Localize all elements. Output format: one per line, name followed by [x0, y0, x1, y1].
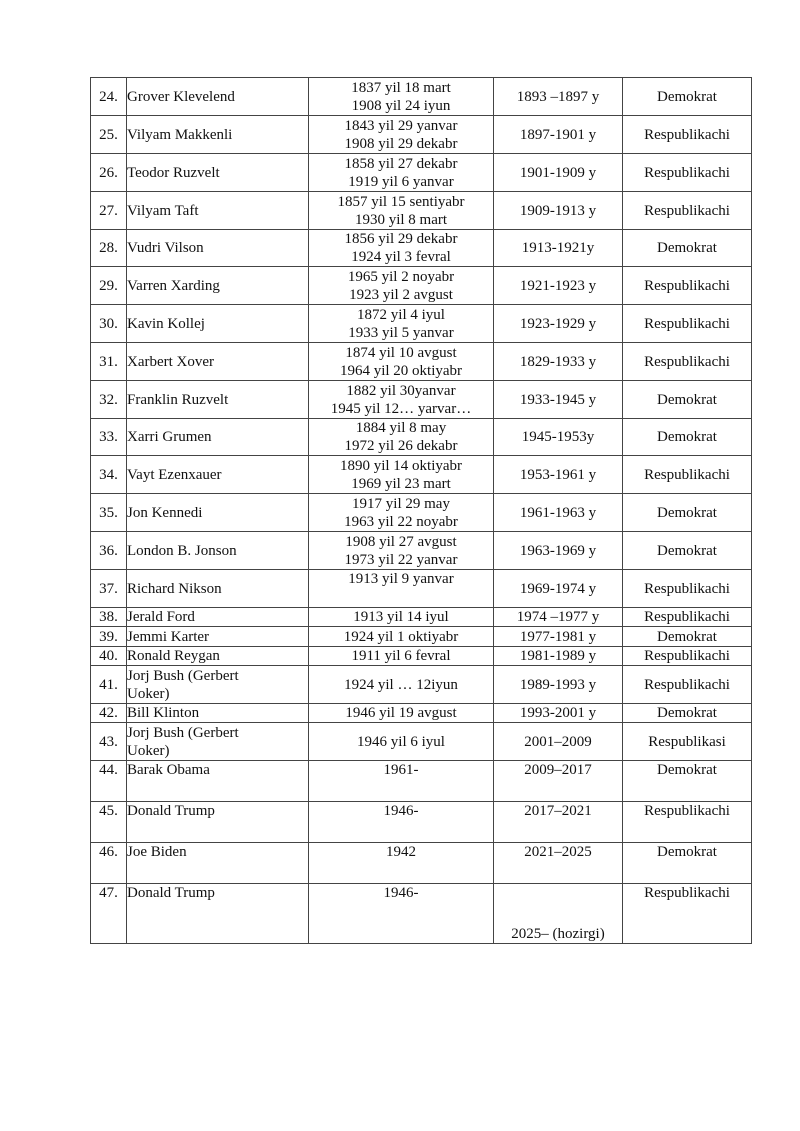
party-cell-text: Respublikachi — [644, 353, 730, 370]
president-name-cell — [127, 456, 309, 494]
party-cell — [623, 627, 752, 647]
life-dates-cell — [309, 381, 494, 419]
life-dates-cell-line: 1884 yil 8 may — [355, 420, 447, 436]
row-number-cell-text: 41. — [99, 676, 118, 693]
term-years-cell — [494, 267, 623, 305]
life-dates-cell-line: 1924 yil … 12iyun — [344, 676, 458, 693]
term-years-cell-text: 1945-1953y — [521, 429, 595, 445]
row-number-cell — [91, 570, 127, 608]
president-name-cell-text: Bill Klinton — [127, 705, 200, 721]
life-dates-cell — [309, 494, 494, 532]
party-cell — [623, 884, 752, 944]
president-name-cell-text: Vudri Vilson — [127, 240, 204, 256]
president-name-cell-line: Jorj Bush (Gerbert — [127, 667, 239, 684]
term-years-cell — [494, 627, 623, 647]
term-years-cell-text: 2001–2009 — [524, 733, 592, 750]
row-number-cell — [91, 704, 127, 723]
life-dates-cell-line: 1872 yil 4 iyul — [357, 306, 445, 323]
row-number-cell-text: 32. — [99, 391, 118, 408]
party-cell — [623, 647, 752, 666]
term-years-cell — [494, 116, 623, 154]
party-cell-text: Demokrat — [657, 504, 717, 521]
party-cell — [623, 761, 752, 802]
term-years-cell — [494, 230, 623, 267]
party-cell-text: Respublikachi — [644, 277, 730, 294]
row-number-cell-text: 46. — [99, 844, 118, 860]
party-cell-text: Demokrat — [657, 88, 717, 105]
row-number-cell-text: 42. — [99, 705, 118, 721]
president-name-cell — [127, 884, 309, 944]
life-dates-cell — [309, 843, 494, 884]
row-number-cell — [91, 494, 127, 532]
life-dates-cell-line: 1908 yil 27 avgust — [345, 533, 457, 550]
table-row — [91, 608, 752, 627]
party-cell-text: Demokrat — [657, 844, 717, 860]
term-years-cell — [494, 305, 623, 343]
term-years-cell-text: 1977-1981 y — [519, 628, 597, 645]
party-cell — [623, 456, 752, 494]
row-number-cell — [91, 305, 127, 343]
life-dates-cell — [309, 116, 494, 154]
party-cell — [623, 419, 752, 456]
president-name-cell-text: Jon Kennedi — [127, 504, 203, 521]
party-cell-text: Respublikachi — [644, 676, 730, 693]
row-number-cell — [91, 608, 127, 627]
life-dates-cell-line: 1913 yil 14 iyul — [353, 609, 449, 625]
term-years-cell-text: 1953-1961 y — [519, 466, 597, 483]
term-years-cell-text: 1893 –1897 y — [516, 88, 600, 105]
president-name-cell — [127, 802, 309, 843]
life-dates-cell — [309, 666, 494, 704]
president-name-cell — [127, 116, 309, 154]
party-cell-text: Respublikachi — [644, 202, 730, 219]
party-cell-text: Respublikachi — [644, 466, 730, 483]
row-number-cell-text: 40. — [99, 648, 118, 664]
party-cell-text: Demokrat — [657, 240, 717, 256]
term-years-cell-text: 1933-1945 y — [519, 391, 597, 408]
life-dates-cell-line: 1924 yil 3 fevral — [351, 249, 451, 265]
row-number-cell-text: 26. — [99, 164, 118, 181]
life-dates-cell-line: 1924 yil 1 oktiyabr — [343, 628, 459, 645]
president-name-cell-text: Xarbert Xover — [127, 353, 215, 370]
party-cell-text: Respublikachi — [644, 885, 730, 901]
table-row — [91, 723, 752, 761]
president-name-cell-text: London B. Jonson — [127, 542, 237, 559]
table-row — [91, 884, 752, 944]
row-number-cell — [91, 381, 127, 419]
row-number-cell-text: 44. — [99, 762, 118, 778]
term-years-cell-text: 1961-1963 y — [519, 504, 597, 521]
president-name-cell-text: Vilyam Taft — [127, 202, 199, 219]
party-cell — [623, 78, 752, 116]
table-row — [91, 381, 752, 419]
president-name-cell-text: Donald Trump — [127, 803, 215, 819]
life-dates-cell-line: 1911 yil 6 fevral — [351, 648, 451, 664]
term-years-cell — [494, 419, 623, 456]
party-cell-text: Respublikachi — [644, 609, 730, 625]
row-number-cell-text: 45. — [99, 803, 118, 819]
president-name-cell — [127, 419, 309, 456]
party-cell — [623, 343, 752, 381]
life-dates-cell — [309, 230, 494, 267]
life-dates-cell — [309, 154, 494, 192]
table-row — [91, 761, 752, 802]
president-name-cell — [127, 723, 309, 761]
term-years-cell-text: 1923-1929 y — [519, 315, 597, 332]
row-number-cell-text: 29. — [99, 277, 118, 294]
row-number-cell — [91, 116, 127, 154]
president-name-cell — [127, 192, 309, 230]
table-row — [91, 116, 752, 154]
term-years-cell — [494, 647, 623, 666]
party-cell — [623, 723, 752, 761]
president-name-cell-text: Richard Nikson — [127, 580, 222, 597]
table-body — [91, 78, 752, 944]
life-dates-cell-line: 1969 yil 23 mart — [351, 475, 451, 492]
term-years-cell — [494, 843, 623, 884]
party-cell — [623, 230, 752, 267]
row-number-cell — [91, 666, 127, 704]
row-number-cell-text: 24. — [99, 88, 118, 105]
life-dates-cell-line: 1946- — [383, 885, 419, 901]
row-number-cell — [91, 267, 127, 305]
term-years-cell-text: 1981-1989 y — [519, 648, 597, 664]
table-row — [91, 666, 752, 704]
table-row — [91, 230, 752, 267]
president-name-cell-text: Vayt Ezenxauer — [127, 466, 222, 483]
term-years-cell — [494, 532, 623, 570]
table-row — [91, 570, 752, 608]
term-years-cell — [494, 343, 623, 381]
row-number-cell — [91, 456, 127, 494]
life-dates-cell — [309, 761, 494, 802]
president-name-cell-text: Donald Trump — [127, 885, 215, 901]
party-cell — [623, 305, 752, 343]
life-dates-cell — [309, 456, 494, 494]
life-dates-cell-line: 1908 yil 29 dekabr — [344, 135, 458, 152]
row-number-cell — [91, 723, 127, 761]
row-number-cell-text: 27. — [99, 202, 118, 219]
table-row — [91, 494, 752, 532]
term-years-cell — [494, 884, 623, 944]
life-dates-cell-line: 1963 yil 22 noyabr — [344, 513, 458, 530]
president-name-cell-text: Kavin Kollej — [127, 315, 205, 332]
party-cell — [623, 666, 752, 704]
party-cell — [623, 608, 752, 627]
term-years-cell — [494, 78, 623, 116]
row-number-cell-text: 43. — [99, 733, 118, 750]
life-dates-cell-line: 1933 yil 5 yanvar — [348, 324, 454, 341]
term-years-cell-text: 1993-2001 y — [519, 705, 597, 721]
life-dates-cell-line: 1930 yil 8 mart — [354, 211, 448, 228]
life-dates-cell-line: 1946 yil 6 iyul — [357, 733, 445, 750]
party-cell-text: Demokrat — [657, 705, 717, 721]
row-number-cell-text: 38. — [99, 609, 118, 625]
life-dates-cell — [309, 78, 494, 116]
president-name-cell-line: Jorj Bush (Gerbert — [127, 724, 239, 741]
life-dates-cell-line: 1923 yil 2 avgust — [349, 286, 453, 303]
row-number-cell — [91, 192, 127, 230]
president-name-cell-text: Barak Obama — [127, 762, 210, 778]
term-years-cell — [494, 723, 623, 761]
term-years-cell-text: 1963-1969 y — [519, 542, 597, 559]
life-dates-cell — [309, 627, 494, 647]
party-cell — [623, 116, 752, 154]
row-number-cell-text: 28. — [99, 240, 118, 256]
president-name-cell-text: Franklin Ruzvelt — [127, 391, 229, 408]
term-years-cell — [494, 666, 623, 704]
party-cell — [623, 570, 752, 608]
president-name-cell-text: Jerald Ford — [127, 609, 195, 625]
table-row — [91, 704, 752, 723]
row-number-cell — [91, 802, 127, 843]
president-name-cell-text: Jemmi Karter — [127, 628, 210, 645]
president-name-cell-text: Teodor Ruzvelt — [127, 164, 220, 181]
life-dates-cell — [309, 608, 494, 627]
life-dates-cell-line: 1882 yil 30yanvar — [346, 382, 456, 399]
life-dates-cell-line: 1946- — [383, 803, 419, 819]
row-number-cell — [91, 419, 127, 456]
life-dates-cell-line: 1856 yil 29 dekabr — [344, 231, 458, 247]
term-years-cell-text: 2009–2017 — [524, 762, 592, 778]
president-name-cell-line: Uoker) — [127, 742, 170, 759]
president-name-cell — [127, 608, 309, 627]
table-row — [91, 192, 752, 230]
row-number-cell-text: 47. — [99, 885, 118, 901]
row-number-cell-text: 30. — [99, 315, 118, 332]
president-name-cell-text: Joe Biden — [127, 844, 187, 860]
table-row — [91, 802, 752, 843]
life-dates-cell-line: 1908 yil 24 iyun — [351, 97, 451, 114]
president-name-cell — [127, 343, 309, 381]
party-cell — [623, 704, 752, 723]
term-years-cell — [494, 802, 623, 843]
row-number-cell — [91, 647, 127, 666]
president-name-cell — [127, 154, 309, 192]
row-number-cell-text: 33. — [99, 429, 118, 445]
life-dates-cell — [309, 704, 494, 723]
president-name-cell-text: Varren Xarding — [127, 277, 220, 294]
term-years-cell — [494, 154, 623, 192]
row-number-cell-text: 34. — [99, 466, 118, 483]
term-years-cell — [494, 456, 623, 494]
term-years-cell-text: 2025– (hozirgi) — [511, 926, 605, 942]
table-row — [91, 532, 752, 570]
life-dates-cell-line: 1961- — [383, 762, 419, 778]
life-dates-cell — [309, 647, 494, 666]
life-dates-cell — [309, 305, 494, 343]
party-cell — [623, 532, 752, 570]
table-row — [91, 78, 752, 116]
president-name-cell — [127, 381, 309, 419]
party-cell-text: Respublikachi — [644, 315, 730, 332]
row-number-cell-text: 35. — [99, 504, 118, 521]
row-number-cell-text: 25. — [99, 126, 118, 143]
president-name-cell — [127, 704, 309, 723]
term-years-cell-text: 1921-1923 y — [519, 277, 597, 294]
party-cell-text: Respublikachi — [644, 648, 730, 664]
life-dates-cell — [309, 884, 494, 944]
term-years-cell-text: 1901-1909 y — [519, 164, 597, 181]
president-name-cell-text: Xarri Grumen — [127, 429, 212, 445]
row-number-cell — [91, 154, 127, 192]
term-years-cell-text: 2021–2025 — [524, 844, 592, 860]
life-dates-cell-line: 1919 yil 6 yanvar — [348, 173, 454, 190]
life-dates-cell-line: 1858 yil 27 dekabr — [344, 155, 458, 172]
row-number-cell — [91, 884, 127, 944]
life-dates-cell-line: 1913 yil 9 yanvar — [348, 571, 454, 587]
term-years-cell-text: 1989-1993 y — [519, 676, 597, 693]
president-name-cell — [127, 532, 309, 570]
row-number-cell — [91, 78, 127, 116]
life-dates-cell-line: 1942 — [386, 844, 416, 860]
president-name-cell — [127, 627, 309, 647]
row-number-cell — [91, 761, 127, 802]
life-dates-cell — [309, 192, 494, 230]
term-years-cell-text: 1829-1933 y — [519, 353, 597, 370]
table-row — [91, 419, 752, 456]
life-dates-cell-line: 1874 yil 10 avgust — [345, 344, 457, 361]
president-name-cell — [127, 570, 309, 608]
table-row — [91, 267, 752, 305]
party-cell-text: Demokrat — [657, 542, 717, 559]
term-years-cell-text: 1909-1913 y — [519, 202, 597, 219]
president-name-cell-text: Ronald Reygan — [127, 648, 220, 664]
president-name-cell — [127, 305, 309, 343]
table-row — [91, 343, 752, 381]
president-name-cell-text: Grover Klevelend — [127, 88, 235, 105]
presidents-table — [90, 77, 752, 944]
life-dates-cell-line: 1837 yil 18 mart — [351, 79, 451, 96]
term-years-cell — [494, 494, 623, 532]
life-dates-cell — [309, 532, 494, 570]
party-cell — [623, 154, 752, 192]
row-number-cell — [91, 343, 127, 381]
president-name-cell-text: Vilyam Makkenli — [127, 126, 233, 143]
party-cell-text: Demokrat — [657, 628, 717, 645]
row-number-cell — [91, 532, 127, 570]
life-dates-cell — [309, 267, 494, 305]
life-dates-cell-line: 1843 yil 29 yanvar — [344, 117, 458, 134]
party-cell-text: Demokrat — [657, 762, 717, 778]
party-cell — [623, 381, 752, 419]
life-dates-cell — [309, 570, 494, 608]
row-number-cell-text: 36. — [99, 542, 118, 559]
table-row — [91, 305, 752, 343]
party-cell-text: Respublikachi — [644, 580, 730, 597]
row-number-cell-text: 37. — [99, 580, 118, 597]
life-dates-cell — [309, 419, 494, 456]
president-name-cell — [127, 267, 309, 305]
party-cell — [623, 192, 752, 230]
party-cell-text: Demokrat — [657, 391, 717, 408]
term-years-cell-text: 1969-1974 y — [519, 580, 597, 597]
table-row — [91, 456, 752, 494]
term-years-cell — [494, 761, 623, 802]
party-cell — [623, 843, 752, 884]
party-cell — [623, 494, 752, 532]
row-number-cell-text: 39. — [99, 628, 118, 645]
president-name-cell — [127, 494, 309, 532]
life-dates-cell-line: 1972 yil 26 dekabr — [344, 438, 458, 454]
life-dates-cell-line: 1917 yil 29 may — [352, 495, 450, 512]
party-cell-text: Demokrat — [657, 429, 717, 445]
life-dates-cell-line: 1964 yil 20 oktiyabr — [339, 362, 463, 379]
row-number-cell — [91, 627, 127, 647]
president-name-cell — [127, 78, 309, 116]
party-cell-text: Respublikachi — [644, 126, 730, 143]
party-cell-text: Respublikachi — [644, 164, 730, 181]
row-number-cell — [91, 230, 127, 267]
table-row — [91, 154, 752, 192]
life-dates-cell — [309, 343, 494, 381]
party-cell-text: Respublikasi — [648, 733, 726, 750]
president-name-cell — [127, 230, 309, 267]
term-years-cell — [494, 570, 623, 608]
term-years-cell — [494, 608, 623, 627]
table-row — [91, 627, 752, 647]
term-years-cell — [494, 192, 623, 230]
life-dates-cell-line: 1857 yil 15 sentiyabr — [337, 193, 465, 210]
term-years-cell-text: 1974 –1977 y — [516, 609, 600, 625]
life-dates-cell-line: 1890 yil 14 oktiyabr — [339, 457, 463, 474]
life-dates-cell-line: 1945 yil 12… yarvar… — [330, 400, 472, 417]
president-name-cell-line: Uoker) — [127, 685, 170, 702]
party-cell — [623, 267, 752, 305]
term-years-cell-text: 2017–2021 — [524, 803, 592, 819]
party-cell — [623, 802, 752, 843]
table-row — [91, 647, 752, 666]
term-years-cell-text: 1897-1901 y — [519, 126, 597, 143]
president-name-cell — [127, 647, 309, 666]
term-years-cell — [494, 704, 623, 723]
life-dates-cell-line: 1965 yil 2 noyabr — [347, 268, 455, 285]
table-row — [91, 843, 752, 884]
party-cell-text: Respublikachi — [644, 803, 730, 819]
life-dates-cell — [309, 802, 494, 843]
president-name-cell — [127, 666, 309, 704]
president-name-cell — [127, 843, 309, 884]
term-years-cell-text: 1913-1921y — [521, 240, 595, 256]
life-dates-cell-line: 1946 yil 19 avgust — [345, 705, 457, 721]
term-years-cell — [494, 381, 623, 419]
president-name-cell — [127, 761, 309, 802]
row-number-cell-text: 31. — [99, 353, 118, 370]
life-dates-cell-line: 1973 yil 22 yanvar — [344, 551, 458, 568]
life-dates-cell — [309, 723, 494, 761]
row-number-cell — [91, 843, 127, 884]
